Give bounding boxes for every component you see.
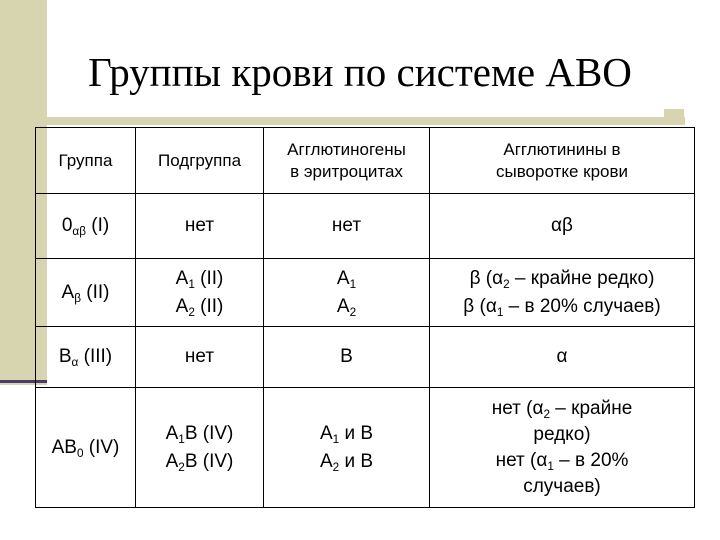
blood-groups-table [35,127,695,508]
agglutinogens-cell: нет [264,194,430,259]
group-cell: $B_\alpha$ (III) [36,327,136,388]
header-subgroup: Подгруппа [136,128,264,194]
subgroup-cell: $A_1$ (II) $A_2$ (II) [136,259,264,327]
group-cell: $A_\beta$ (II) [36,259,136,327]
table-row [36,259,695,327]
agglutinins-cell: нет ($\alpha_2$ – крайне редко) нет ($\alpha_1$ – в 20% случаев) [430,388,695,508]
header-group: Группа [36,128,136,194]
group-cell: $AB_0$ (IV) [36,388,136,508]
header-agglutinogens: Агглютиногены в эритроцитах [264,128,430,194]
table-row [36,194,695,259]
agglutinogens-cell: B [264,327,430,388]
subgroup-cell: $A_1B$ (IV) $A_2B$ (IV) [136,388,264,508]
header-agglutinins: Агглютинины в сыворотке крови [430,128,695,194]
agglutinins-cell: αβ [430,194,695,259]
subgroup-cell: нет [136,327,264,388]
table-row [36,327,695,388]
agglutinins-cell: β ($\alpha_2$ – крайне редко) β ($\alpha_1$ – в 20% случаев) [430,259,695,327]
subgroup-cell: нет [136,194,264,259]
agglutinogens-cell: $A_1$ и B $A_2$ и B [264,388,430,508]
corner-decor [664,109,684,120]
title-underline [0,117,685,125]
agglutinins-cell: α [430,327,695,388]
slide-title: Группы крови по системе АВО [88,49,632,95]
group-cell: $0_{\alpha\beta}$ (I) [36,194,136,259]
table-header-row [36,128,695,194]
agglutinogens-cell: $A_1$ $A_2$ [264,259,430,327]
table-row [36,388,695,508]
